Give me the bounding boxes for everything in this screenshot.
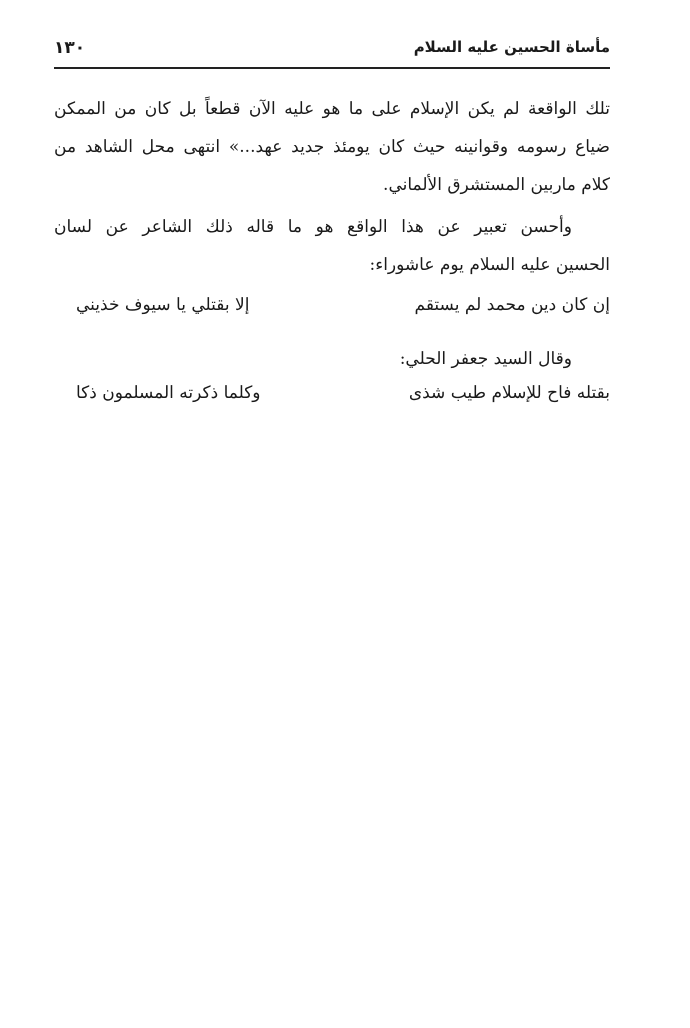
verse2-first-hemistich: بقتله فاح للإسلام طيب شذى	[408, 383, 610, 403]
verse-line-2	[54, 376, 610, 410]
paragraph-line-1: وأحسن تعبير عن هذا الواقع هو ما قاله ذلك الشاعر عن لسان	[54, 217, 572, 237]
paragraph-line-2: الحسين عليه السلام يوم عاشوراء:	[369, 255, 610, 275]
verse1-first-hemistich: إن كان دين محمد لم يستقم	[414, 295, 610, 315]
page-header	[54, 36, 610, 64]
verse-line-1	[54, 288, 610, 322]
poet-intro: وقال السيد جعفر الحلي:	[399, 349, 572, 369]
header-divider	[54, 67, 610, 69]
running-title: مأساة الحسين عليه السلام	[413, 38, 610, 56]
body-line-2: ضياع رسومه وقوانينه حيث كان يومئذ جديد عهد...» انتهى محل الشاهد من	[54, 137, 610, 157]
verse1-second-hemistich: إلا بقتلي يا سيوف خذيني	[76, 295, 250, 315]
body-line-1: تلك الواقعة لم يكن الإسلام على ما هو عليه الآن قطعاً بل كان من الممكن	[54, 99, 610, 119]
page-number: ١٣٠	[54, 38, 86, 58]
page-body	[54, 92, 610, 403]
verse2-second-hemistich: وكلما ذكرته المسلمون ذكا	[76, 383, 261, 403]
body-line-3: كلام ماربين المستشرق الألماني.	[383, 175, 610, 195]
